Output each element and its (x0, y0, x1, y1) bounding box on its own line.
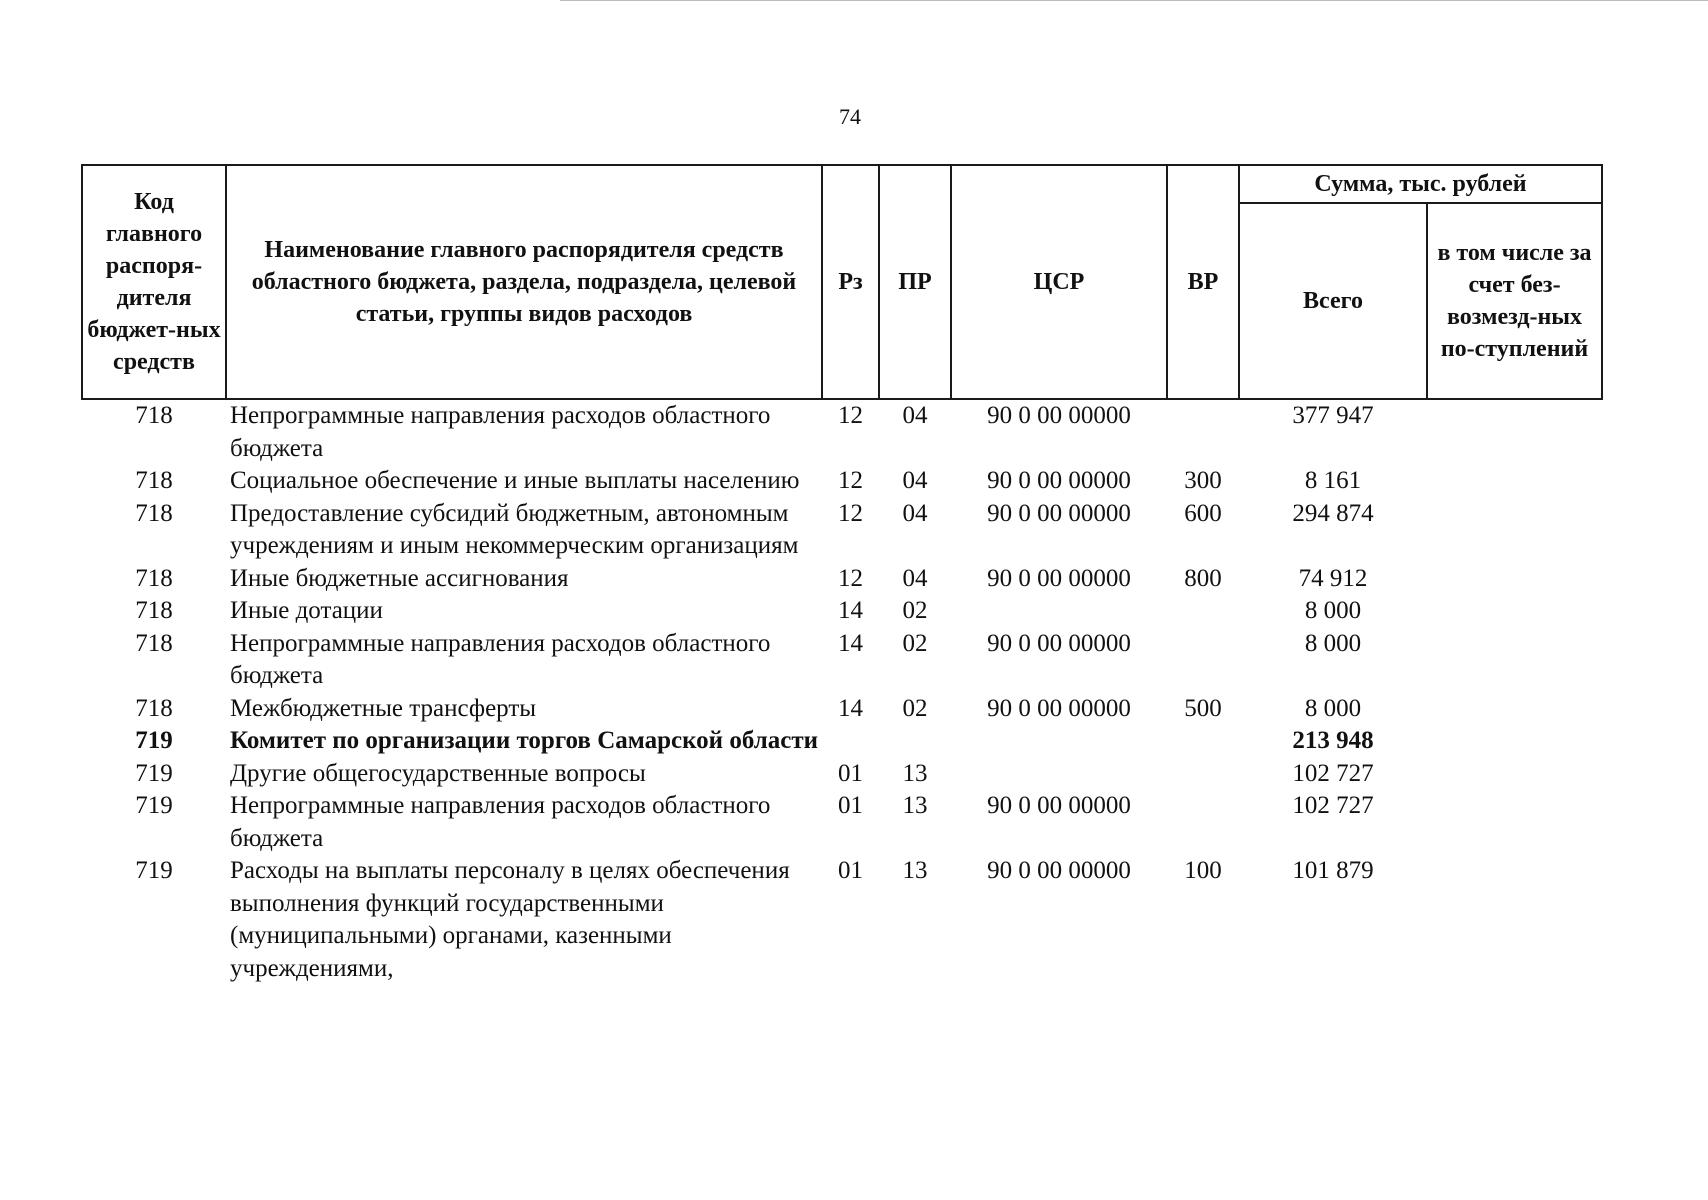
csr-cell: 90 0 00 00000 (987, 467, 1131, 494)
name-cell: Непрограммные направления расходов областного бюджета (230, 792, 771, 852)
rz-cell: 12 (838, 499, 863, 527)
csr-cell (951, 758, 1167, 791)
pr-cell: 04 (902, 402, 928, 429)
name-cell: Иные бюджетные ассигнования (230, 564, 569, 592)
table-row (82, 790, 1602, 855)
rz-cell: 12 (838, 402, 863, 429)
total-cell: 8 000 (1304, 694, 1362, 722)
rz-cell: 12 (838, 467, 863, 494)
name-cell: Межбюджетные трансферты (230, 694, 537, 722)
free-cell (1427, 855, 1602, 985)
free-cell (1427, 790, 1602, 855)
table-row (82, 758, 1602, 791)
scan-top-edge (560, 0, 1708, 1)
table-header (82, 165, 1602, 399)
free-cell (1427, 628, 1602, 693)
total-cell: 294 874 (1292, 499, 1374, 527)
rz-cell: 12 (838, 564, 863, 592)
header-code: Код главного распоря-дителя бюджет-ных средств (82, 165, 226, 399)
header-total: Всего (1239, 203, 1427, 399)
csr-cell: 90 0 00 00000 (987, 694, 1131, 722)
table-row (82, 465, 1602, 498)
name-cell: Расходы на выплаты персоналу в целях обеспечения выполнения функций государственными (муниципальными) органами, казенными учреждениями, (230, 857, 790, 982)
code-cell: 719 (135, 792, 173, 819)
header-sum-group: Сумма, тыс. рублей (1239, 165, 1602, 203)
page-number: 74 (839, 104, 861, 129)
budget-table (81, 164, 1603, 985)
free-cell (1427, 498, 1602, 563)
pr-cell: 04 (902, 467, 928, 494)
free-cell (1427, 399, 1602, 465)
csr-cell: 90 0 00 00000 (987, 402, 1131, 429)
code-cell: 719 (135, 727, 173, 754)
name-cell: Предоставление субсидий бюджетным, автономным учреждениям и иным некоммерческим организациям (230, 499, 799, 559)
csr-cell: 90 0 00 00000 (987, 629, 1131, 657)
header-pr: ПР (879, 165, 951, 399)
csr-cell: 90 0 00 00000 (987, 564, 1131, 592)
vr-cell (1167, 595, 1239, 628)
total-cell: 8 000 (1304, 597, 1362, 624)
rz-cell: 14 (838, 694, 863, 722)
vr-cell (1167, 628, 1239, 693)
name-cell: Непрограммные направления расходов областного бюджета (230, 629, 771, 689)
table-row (82, 628, 1602, 693)
code-cell: 718 (135, 402, 173, 429)
pr-cell: 13 (902, 759, 928, 787)
code-cell: 719 (135, 759, 173, 787)
pr-cell: 13 (902, 792, 928, 819)
code-cell: 718 (135, 629, 173, 657)
header-rz: Рз (822, 165, 879, 399)
total-cell: 8 161 (1304, 467, 1362, 494)
name-cell: Комитет по организации торгов Самарской области (230, 727, 819, 754)
rz-cell: 14 (838, 597, 863, 624)
total-cell: 8 000 (1304, 629, 1362, 657)
pr-cell: 04 (902, 564, 928, 592)
rz-cell: 01 (838, 759, 863, 787)
vr-cell (1167, 758, 1239, 791)
vr-cell: 600 (1184, 499, 1222, 527)
csr-cell: 90 0 00 00000 (987, 499, 1131, 527)
name-cell: Иные дотации (230, 597, 383, 624)
header-csr: ЦСР (951, 165, 1167, 399)
total-cell: 74 912 (1298, 564, 1368, 592)
table-row (82, 595, 1602, 628)
total-cell: 377 947 (1292, 402, 1374, 429)
code-cell: 718 (135, 499, 173, 527)
name-cell: Социальное обеспечение и иные выплаты населению (230, 467, 800, 494)
total-cell: 213 948 (1292, 727, 1374, 754)
free-cell (1427, 595, 1602, 628)
csr-cell: 90 0 00 00000 (987, 792, 1131, 819)
csr-cell: 90 0 00 00000 (987, 857, 1131, 884)
vr-cell (1167, 790, 1239, 855)
vr-cell: 100 (1184, 857, 1222, 884)
total-cell: 102 727 (1292, 792, 1374, 819)
code-cell: 718 (135, 597, 173, 624)
free-cell (1427, 465, 1602, 498)
free-cell (1427, 563, 1602, 596)
total-cell: 101 879 (1292, 857, 1374, 884)
csr-cell (951, 725, 1167, 758)
vr-cell: 800 (1184, 564, 1222, 592)
header-name: Наименование главного распорядителя средств областного бюджета, раздела, подраздела, целевой статьи, группы видов расходов (226, 165, 822, 399)
table-row (82, 725, 1602, 758)
header-vr: ВР (1167, 165, 1239, 399)
pr-cell: 02 (902, 694, 928, 722)
free-cell (1427, 693, 1602, 726)
vr-cell: 500 (1184, 694, 1222, 722)
table-row (82, 498, 1602, 563)
vr-cell (1167, 399, 1239, 465)
total-cell: 102 727 (1292, 759, 1374, 787)
pr-cell (879, 725, 951, 758)
code-cell: 719 (135, 857, 173, 884)
pr-cell: 02 (902, 629, 928, 657)
code-cell: 718 (135, 467, 173, 494)
header-free: в том числе за счет без-возмезд-ных по-ступлений (1427, 203, 1602, 399)
vr-cell (1167, 725, 1239, 758)
table-row (82, 563, 1602, 596)
pr-cell: 02 (902, 597, 928, 624)
table-row (82, 693, 1602, 726)
table-row (82, 399, 1602, 465)
free-cell (1427, 758, 1602, 791)
name-cell: Другие общегосударственные вопросы (230, 759, 646, 787)
pr-cell: 13 (902, 857, 928, 884)
table-body (82, 399, 1602, 985)
rz-cell: 14 (838, 629, 863, 657)
pr-cell: 04 (902, 499, 928, 527)
code-cell: 718 (135, 564, 173, 592)
rz-cell: 01 (838, 792, 863, 819)
vr-cell: 300 (1184, 467, 1222, 494)
free-cell (1427, 725, 1602, 758)
rz-cell: 01 (838, 857, 863, 884)
code-cell: 718 (135, 694, 173, 722)
csr-cell (951, 595, 1167, 628)
name-cell: Непрограммные направления расходов областного бюджета (230, 402, 771, 462)
rz-cell (822, 725, 879, 758)
table-row (82, 855, 1602, 985)
